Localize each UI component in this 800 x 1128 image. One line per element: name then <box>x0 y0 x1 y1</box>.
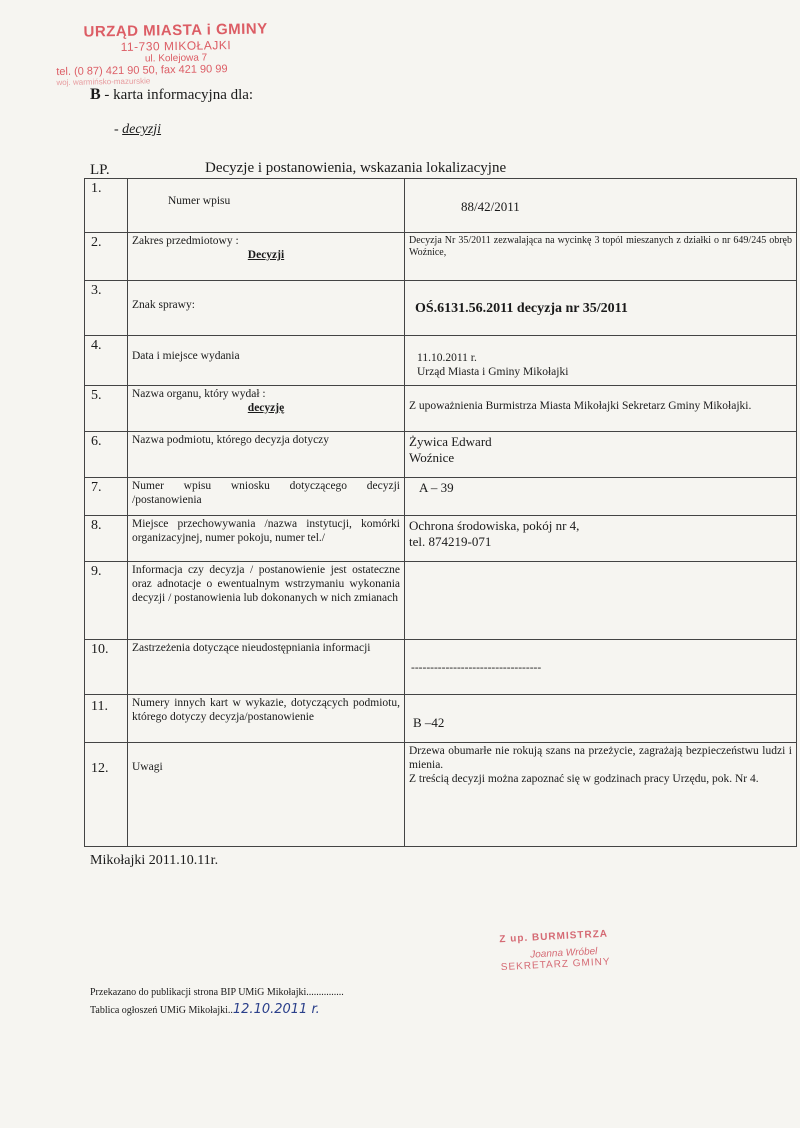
row-label-cell <box>128 233 405 281</box>
row-number: 8. <box>85 516 128 562</box>
table-row <box>85 516 797 562</box>
card-heading-text: - karta informacyjna dla: <box>100 87 254 103</box>
card-subheading <box>114 122 161 138</box>
row-label: Data i miejsce wydania <box>128 336 405 386</box>
publication-board-date: 12.10.2011 r. <box>232 1002 320 1017</box>
row-value-2: Urząd Miasta i Gminy Mikołajki <box>417 365 569 378</box>
row-value: 88/42/2011 <box>405 179 797 233</box>
row-value: Ochrona środowiska, pokój nr 4, <box>409 518 580 533</box>
row-value: Decyzja Nr 35/2011 zezwalająca na wycinkę 3 topól mieszanych z działki o nr 649/245 obręb Woźnice, <box>405 233 797 281</box>
decision-table <box>84 178 797 847</box>
row-number: 3. <box>85 281 128 336</box>
row-number: 5. <box>85 386 128 432</box>
row-number: 12. <box>85 743 128 847</box>
row-value: OŚ.6131.56.2011 decyzja nr 35/2011 <box>405 281 797 336</box>
publication-notes <box>90 985 344 1020</box>
row-value-2: Z treścią decyzji można zapoznać się w godzinach pracy Urzędu, pok. Nr 4. <box>409 772 759 785</box>
stamp-line-2: 11-730 MIKOŁAJKI <box>120 38 232 54</box>
row-number: 6. <box>85 432 128 478</box>
row-value: ---------------------------------- <box>405 640 797 695</box>
row-label: Zastrzeżenia dotyczące nieudostępniania informacji <box>128 640 405 695</box>
row-label: Zakres przedmiotowy : <box>132 235 239 247</box>
signature-title: SEKRETARZ GMINY <box>500 956 611 974</box>
row-value <box>405 562 797 640</box>
row-value: Żywica Edward <box>409 434 492 449</box>
row-label-sub: Decyzji <box>247 248 285 261</box>
row-value: Z upoważnienia Burmistrza Miasta Mikołajki Sekretarz Gminy Mikołajki. <box>405 386 797 432</box>
row-value: 11.10.2011 r. <box>417 352 477 364</box>
table-row <box>85 640 797 695</box>
table-row <box>85 562 797 640</box>
document-date: Mikołajki 2011.10.11r. <box>90 853 219 868</box>
publication-bip: Przekazano do publikacji strona BIP UMiG Mikołajki............... <box>90 987 344 998</box>
stamp-line-5: woj. warmińsko-mazurskie <box>56 76 151 88</box>
table-row <box>85 386 797 432</box>
signature-stamp <box>499 926 661 973</box>
row-label: Uwagi <box>128 743 405 847</box>
stamp-line-4: tel. (0 87) 421 90 50, fax 421 90 99 <box>56 63 228 79</box>
row-value-2: tel. 874219-071 <box>409 533 492 549</box>
row-label-cell <box>128 386 405 432</box>
table-row <box>85 336 797 386</box>
row-value-cell <box>405 336 797 386</box>
table-row <box>85 233 797 281</box>
row-label: Numer wpisu <box>128 179 405 233</box>
table-title: Decyzje i postanowienia, wskazania lokalizacyjne <box>205 160 507 176</box>
signature-line-1: Z up. BURMISTRZA <box>499 928 609 946</box>
row-label: Numery innych kart w wykazie, dotyczących podmiotu, którego dotyczy decyzja/postanowienie <box>128 695 405 743</box>
signature-name: Joanna Wróbel <box>529 946 598 961</box>
card-heading <box>90 86 253 104</box>
row-label: Znak sprawy: <box>128 281 405 336</box>
stamp-line-3: ul. Kolejowa 7 <box>144 52 208 65</box>
row-value: Drzewa obumarłe nie rokują szans na przeżycie, zagrażają bezpieczeństwu ludzi i mienia. <box>409 745 792 771</box>
row-label: Nazwa podmiotu, którego decyzja dotyczy <box>128 432 405 478</box>
row-label: Informacja czy decyzja / postanowienie jest ostateczne oraz adnotacje o ewentualnym wstrzymaniu wykonania decyzji / postanowienia lub dokonanych w nich zmianach <box>128 562 405 640</box>
row-value-cell <box>405 516 797 562</box>
row-number: 7. <box>85 478 128 516</box>
table-row <box>85 432 797 478</box>
row-label: Nazwa organu, który wydał : <box>132 388 266 400</box>
table-row <box>85 695 797 743</box>
publication-board-label: Tablica ogłoszeń UMiG Mikołajki.. <box>90 1005 233 1016</box>
row-value: A – 39 <box>405 478 797 516</box>
stamp-line-1: URZĄD MIASTA i GMINY <box>83 20 268 41</box>
row-number: 10. <box>85 640 128 695</box>
row-value-cell <box>405 432 797 478</box>
table-row <box>85 478 797 516</box>
subheading-text: decyzji <box>122 122 162 137</box>
row-label: Miejsce przechowywania /nazwa instytucji, komórki organizacyjnej, numer pokoju, numer tel./ <box>128 516 405 562</box>
row-value: B –42 <box>405 695 797 743</box>
publication-board <box>90 1000 344 1020</box>
table-row <box>85 743 797 847</box>
row-label: Numer wpisu wniosku dotyczącego decyzji /postanowienia <box>128 478 405 516</box>
row-number: 9. <box>85 562 128 640</box>
row-number: 4. <box>85 336 128 386</box>
row-value-2: Woźnice <box>409 449 455 465</box>
row-value-cell <box>405 743 797 847</box>
table-row <box>85 179 797 233</box>
row-number: 1. <box>85 179 128 233</box>
row-label-sub: decyzję <box>247 401 285 414</box>
card-letter: B <box>90 86 101 103</box>
row-number: 2. <box>85 233 128 281</box>
office-stamp <box>55 20 296 87</box>
row-number: 11. <box>85 695 128 743</box>
subheading-dash: - <box>114 122 123 137</box>
lp-label: LP. <box>90 162 110 178</box>
table-row <box>85 281 797 336</box>
